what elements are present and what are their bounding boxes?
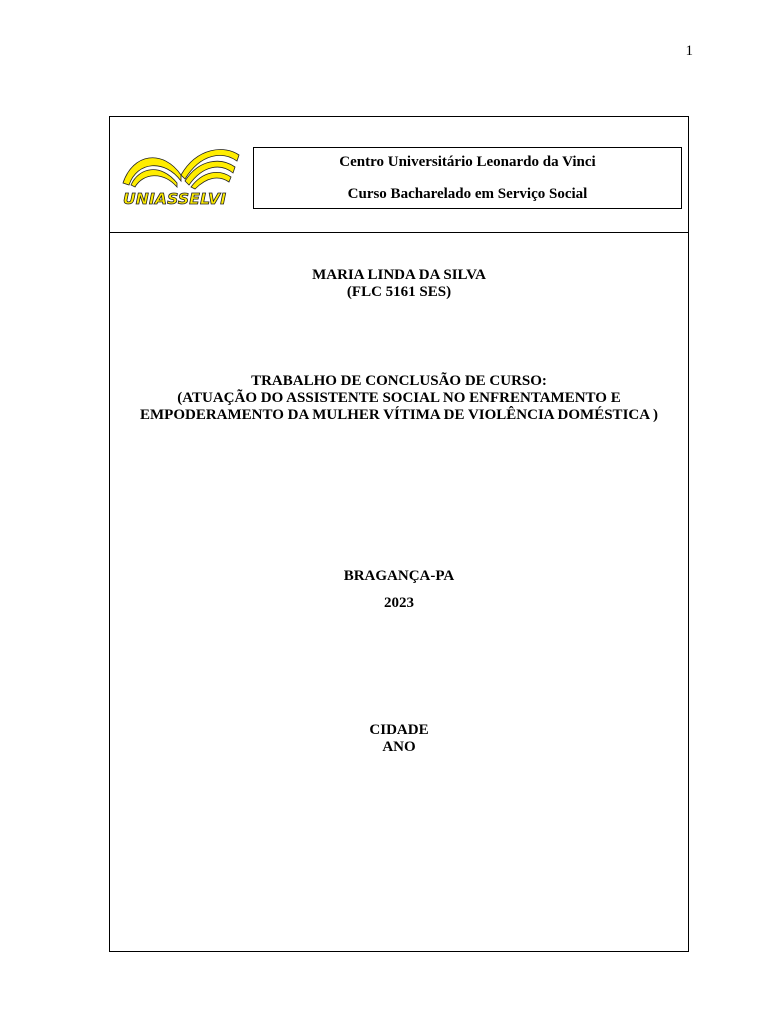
city-placeholder: CIDADE [369,722,429,738]
logo-text: UNIASSELVI [123,190,227,208]
year-placeholder: ANO [382,739,416,755]
cover-frame [109,116,689,952]
uniasselvi-logo [121,145,241,215]
title-line-3: EMPODERAMENTO DA MULHER VÍTIMA DE VIOLÊNCIA DOMÉSTICA ) [140,407,658,423]
location-block [110,568,688,612]
book-arcs-icon [121,145,241,195]
year-value: 2023 [384,595,414,611]
author-block [110,267,688,301]
institution-name: Centro Universitário Leonardo da Vinci [339,154,596,170]
placeholder-block [110,722,688,756]
course-name: Curso Bacharelado em Serviço Social [347,186,588,202]
title-line-2: (ATUAÇÃO DO ASSISTENTE SOCIAL NO ENFRENTAMENTO E [177,390,621,406]
author-code: (FLC 5161 SES) [346,284,452,300]
city-name: BRAGANÇA-PA [343,568,455,584]
author-name: MARIA LINDA DA SILVA [312,267,486,283]
cover-header [110,117,688,233]
title-block [110,373,688,424]
institution-box [253,147,682,209]
page-number: 1 [685,43,693,59]
title-line-1: TRABALHO DE CONCLUSÃO DE CURSO: [251,373,547,389]
